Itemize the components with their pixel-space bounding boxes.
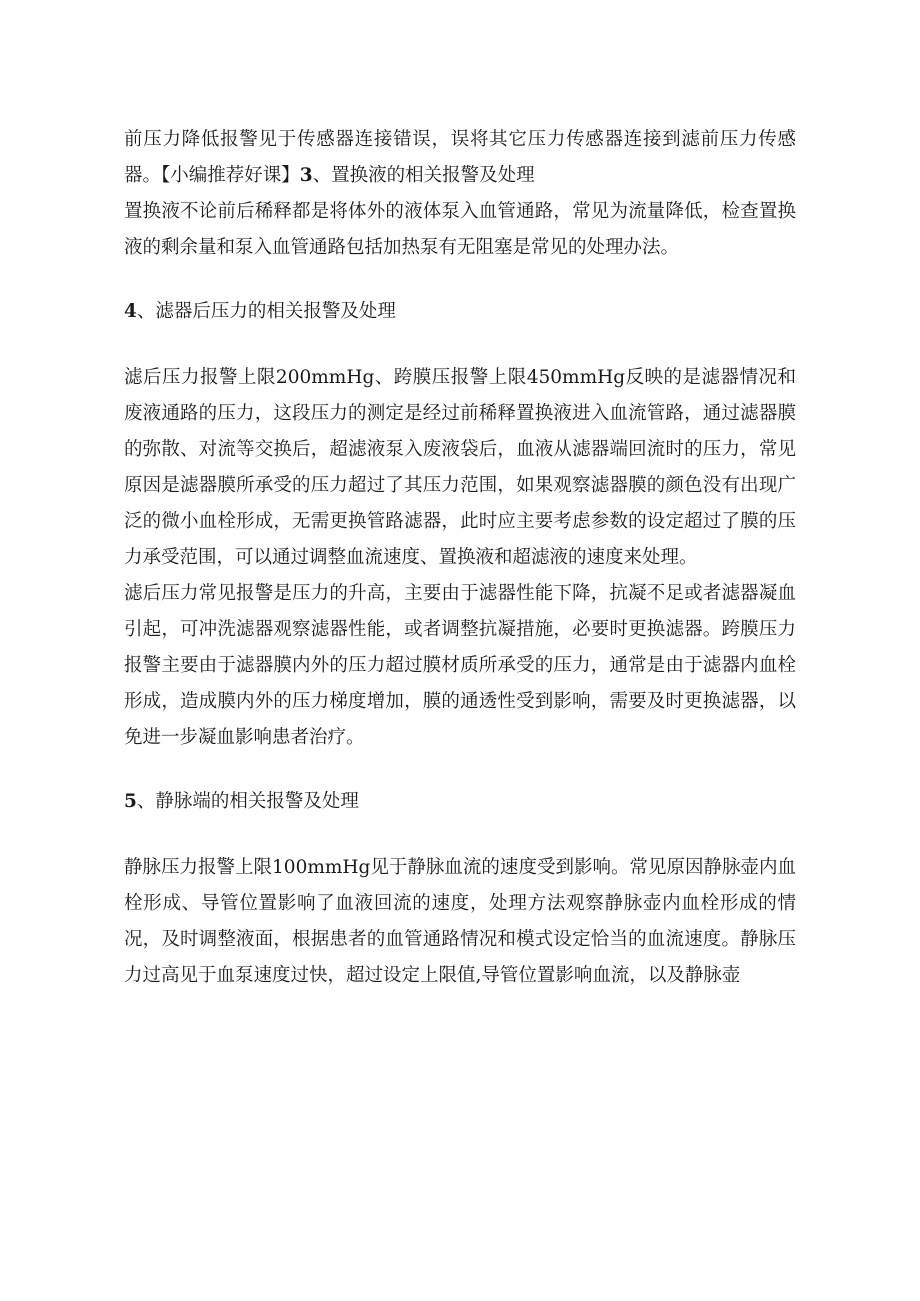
paragraph-post-filter-pressure: 滤后压力报警上限200mmHg、跨膜压报警上限450mmHg反映的是滤器情况和废液通路的压力，这段压力的测定是经过前稀释置换液进入血流管路，通过滤器膜的弥散、对流等交换后，超滤液泵入废液袋后，血液从滤器端回流时的压力，常见原因是滤器膜所承受的压力超过了其压力范围，如果观察滤器膜的颜色没有出现广泛的微小血栓形成，无需更换管路滤器，此时应主要考虑参数的设定超过了膜的压力承受范围，可以通过调整血流速度、置换液和超滤液的速度来处理。 [124,367,796,568]
document-page [124,122,796,994]
section-number: 4 [124,301,137,322]
section-heading-replacement-fluid: 、置换液的相关报警及处理 [312,165,535,186]
paragraph-text: 前压力降低报警见于传感器连接错误，误将其它压力传感器连接到滤前压力传感器。 [124,129,796,186]
heading-text: 、滤器后压力的相关报警及处理 [136,301,396,322]
paragraph-post-filter-alarm: 滤后压力常见报警是压力的升高，主要由于滤器性能下降，抗凝不足或者滤器凝血引起，可冲洗滤器观察滤器性能，或者调整抗凝措施，必要时更换滤器。跨膜压力报警主要由于滤器膜内外的压力超过膜材质所承受的压力，通常是由于滤器内血栓形成，造成膜内外的压力梯度增加，膜的通透性受到影响，需要及时更换滤器，以免进一步凝血影响患者治疗。 [124,583,796,748]
recommend-course-tag: 【小编推荐好课】 [161,165,300,186]
paragraph-replacement-fluid: 置换液不论前后稀释都是将体外的液体泵入血管通路，常见为流量降低，检查置换液的剩余量和泵入血管通路包括加热泵有无阻塞是常见的处理办法。 [124,201,796,258]
section-number: 3 [299,165,313,186]
paragraph-venous-pressure: 静脉压力报警上限100mmHg见于静脉血流的速度受到影响。常见原因静脉壶内血栓形成、导管位置影响了血液回流的速度，处理方法观察静脉壶内血栓形成的情况，及时调整液面，根据患者的血管通路情况和模式设定恰当的血流速度。静脉压力过高见于血泵速度过快，超过设定上限值,导管位置影响血流，以及静脉壶 [124,857,796,986]
heading-text: 、静脉端的相关报警及处理 [136,791,359,812]
section-number: 5 [124,791,137,812]
section-heading-venous [124,784,796,820]
section-heading-post-filter [124,294,796,330]
paragraph-filter-pre-pressure [124,122,796,194]
